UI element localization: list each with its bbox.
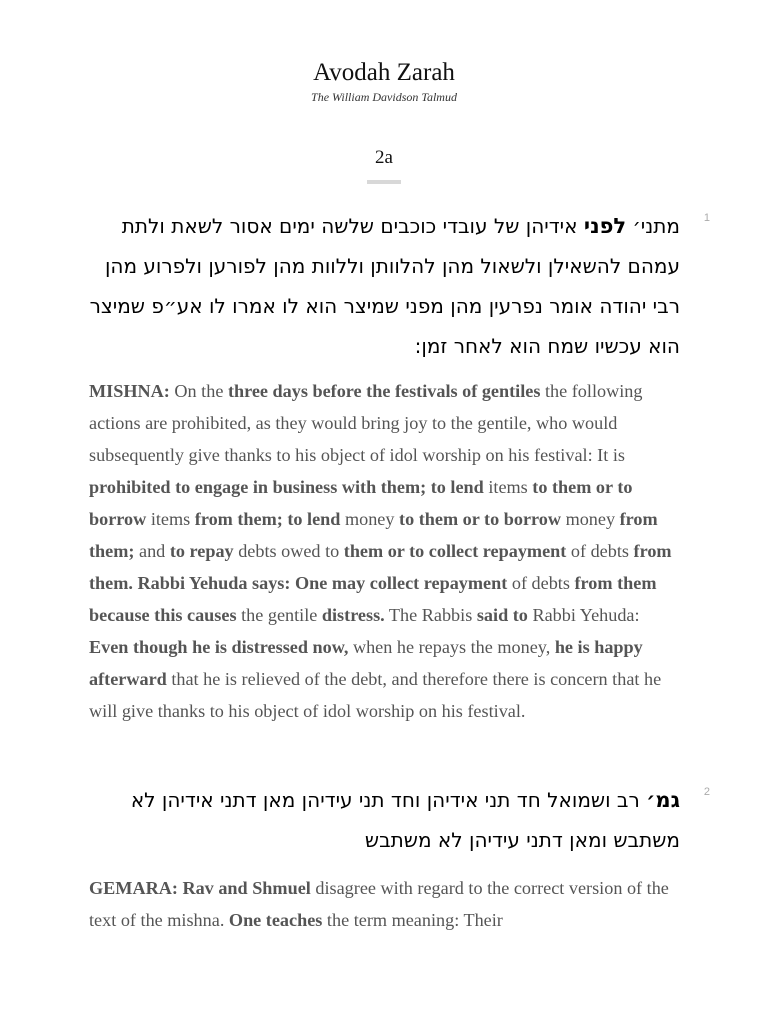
english-run: On the xyxy=(169,381,228,401)
english-run: from them because this causes xyxy=(89,573,657,625)
hebrew-run: גמ׳ xyxy=(646,788,680,812)
english-run: GEMARA: xyxy=(89,878,178,898)
english-run: of debts xyxy=(566,541,634,561)
english-run: from them. Rabbi Yehuda says: One may collect repayment xyxy=(89,541,672,593)
english-run: of debts xyxy=(507,573,575,593)
english-translation xyxy=(89,872,681,936)
english-run: them or to collect repayment xyxy=(343,541,567,561)
english-run: from them; xyxy=(89,509,658,561)
english-run: MISHNA: xyxy=(89,381,170,401)
english-translation xyxy=(89,375,681,727)
english-run: Even though he is distressed now, xyxy=(89,637,349,657)
english-run: to them or to borrow xyxy=(89,477,633,529)
english-run: money xyxy=(561,509,620,529)
english-run: to them or to borrow xyxy=(399,509,562,529)
daf-heading: 2a xyxy=(375,147,393,168)
hebrew-run: לפני xyxy=(583,214,627,238)
hebrew-run: אידיהן של עובדי כוכבים שלשה ימים אסור לשאת ולתת עמהם להשאילן ולשאול מהן להלוותן וללוות מהן לפורען ולפרוע מהן רבי יהודה אומר נפרעין מהן מפני שמיצר הוא לו אמרו לו אע״פ שמיצר הוא עכשיו שמח הוא לאחר זמן: xyxy=(89,214,680,358)
book-title: Avodah Zarah xyxy=(313,59,455,86)
english-run: from them; to lend xyxy=(194,509,341,529)
hebrew-text xyxy=(86,206,680,366)
english-run: The Rabbis xyxy=(384,605,477,625)
hebrew-text xyxy=(86,780,680,860)
english-run: One teaches xyxy=(228,910,323,930)
english-run: the gentile xyxy=(236,605,322,625)
english-run: items xyxy=(146,509,195,529)
hebrew-run: רב ושמואל חד תני אידיהן וחד תני עידיהן מאן דתני אידיהן לא משתבש ומאן דתני עידיהן לא משתבש xyxy=(130,788,680,852)
english-run: to repay xyxy=(169,541,234,561)
english-run: debts owed to xyxy=(233,541,344,561)
segment-number[interactable]: 2 xyxy=(703,786,710,798)
english-run: and xyxy=(134,541,170,561)
english-run: disagree with regard to the correct version of the text of the mishna. xyxy=(89,878,669,930)
english-run: Rabbi Yehuda: xyxy=(527,605,640,625)
segment-number[interactable]: 1 xyxy=(703,212,710,224)
hebrew-run: מתני׳ xyxy=(626,214,680,238)
header xyxy=(0,56,768,104)
english-run: the term meaning: Their xyxy=(322,910,503,930)
english-run: distress. xyxy=(321,605,385,625)
english-run: three days before the festivals of gentiles xyxy=(227,381,541,401)
english-run: items xyxy=(483,477,533,497)
english-run: the following actions are prohibited, as they would bring joy to the gentile, who would subsequently give thanks to his object of idol worship on his festival: It is xyxy=(89,381,643,465)
english-run: said to xyxy=(476,605,528,625)
english-run: money xyxy=(340,509,400,529)
english-run: that he is relieved of the debt, and therefore there is concern that he will give thanks to his object of idol worship on his festival. xyxy=(89,669,662,721)
english-run: Rav and Shmuel xyxy=(182,878,311,898)
english-run: prohibited to engage in business with them; to lend xyxy=(89,477,484,497)
english-run: when he repays the money, xyxy=(348,637,555,657)
book-subtitle: The William Davidson Talmud xyxy=(311,90,457,104)
daf-divider xyxy=(367,180,401,184)
english-run: he is happy afterward xyxy=(89,637,643,689)
